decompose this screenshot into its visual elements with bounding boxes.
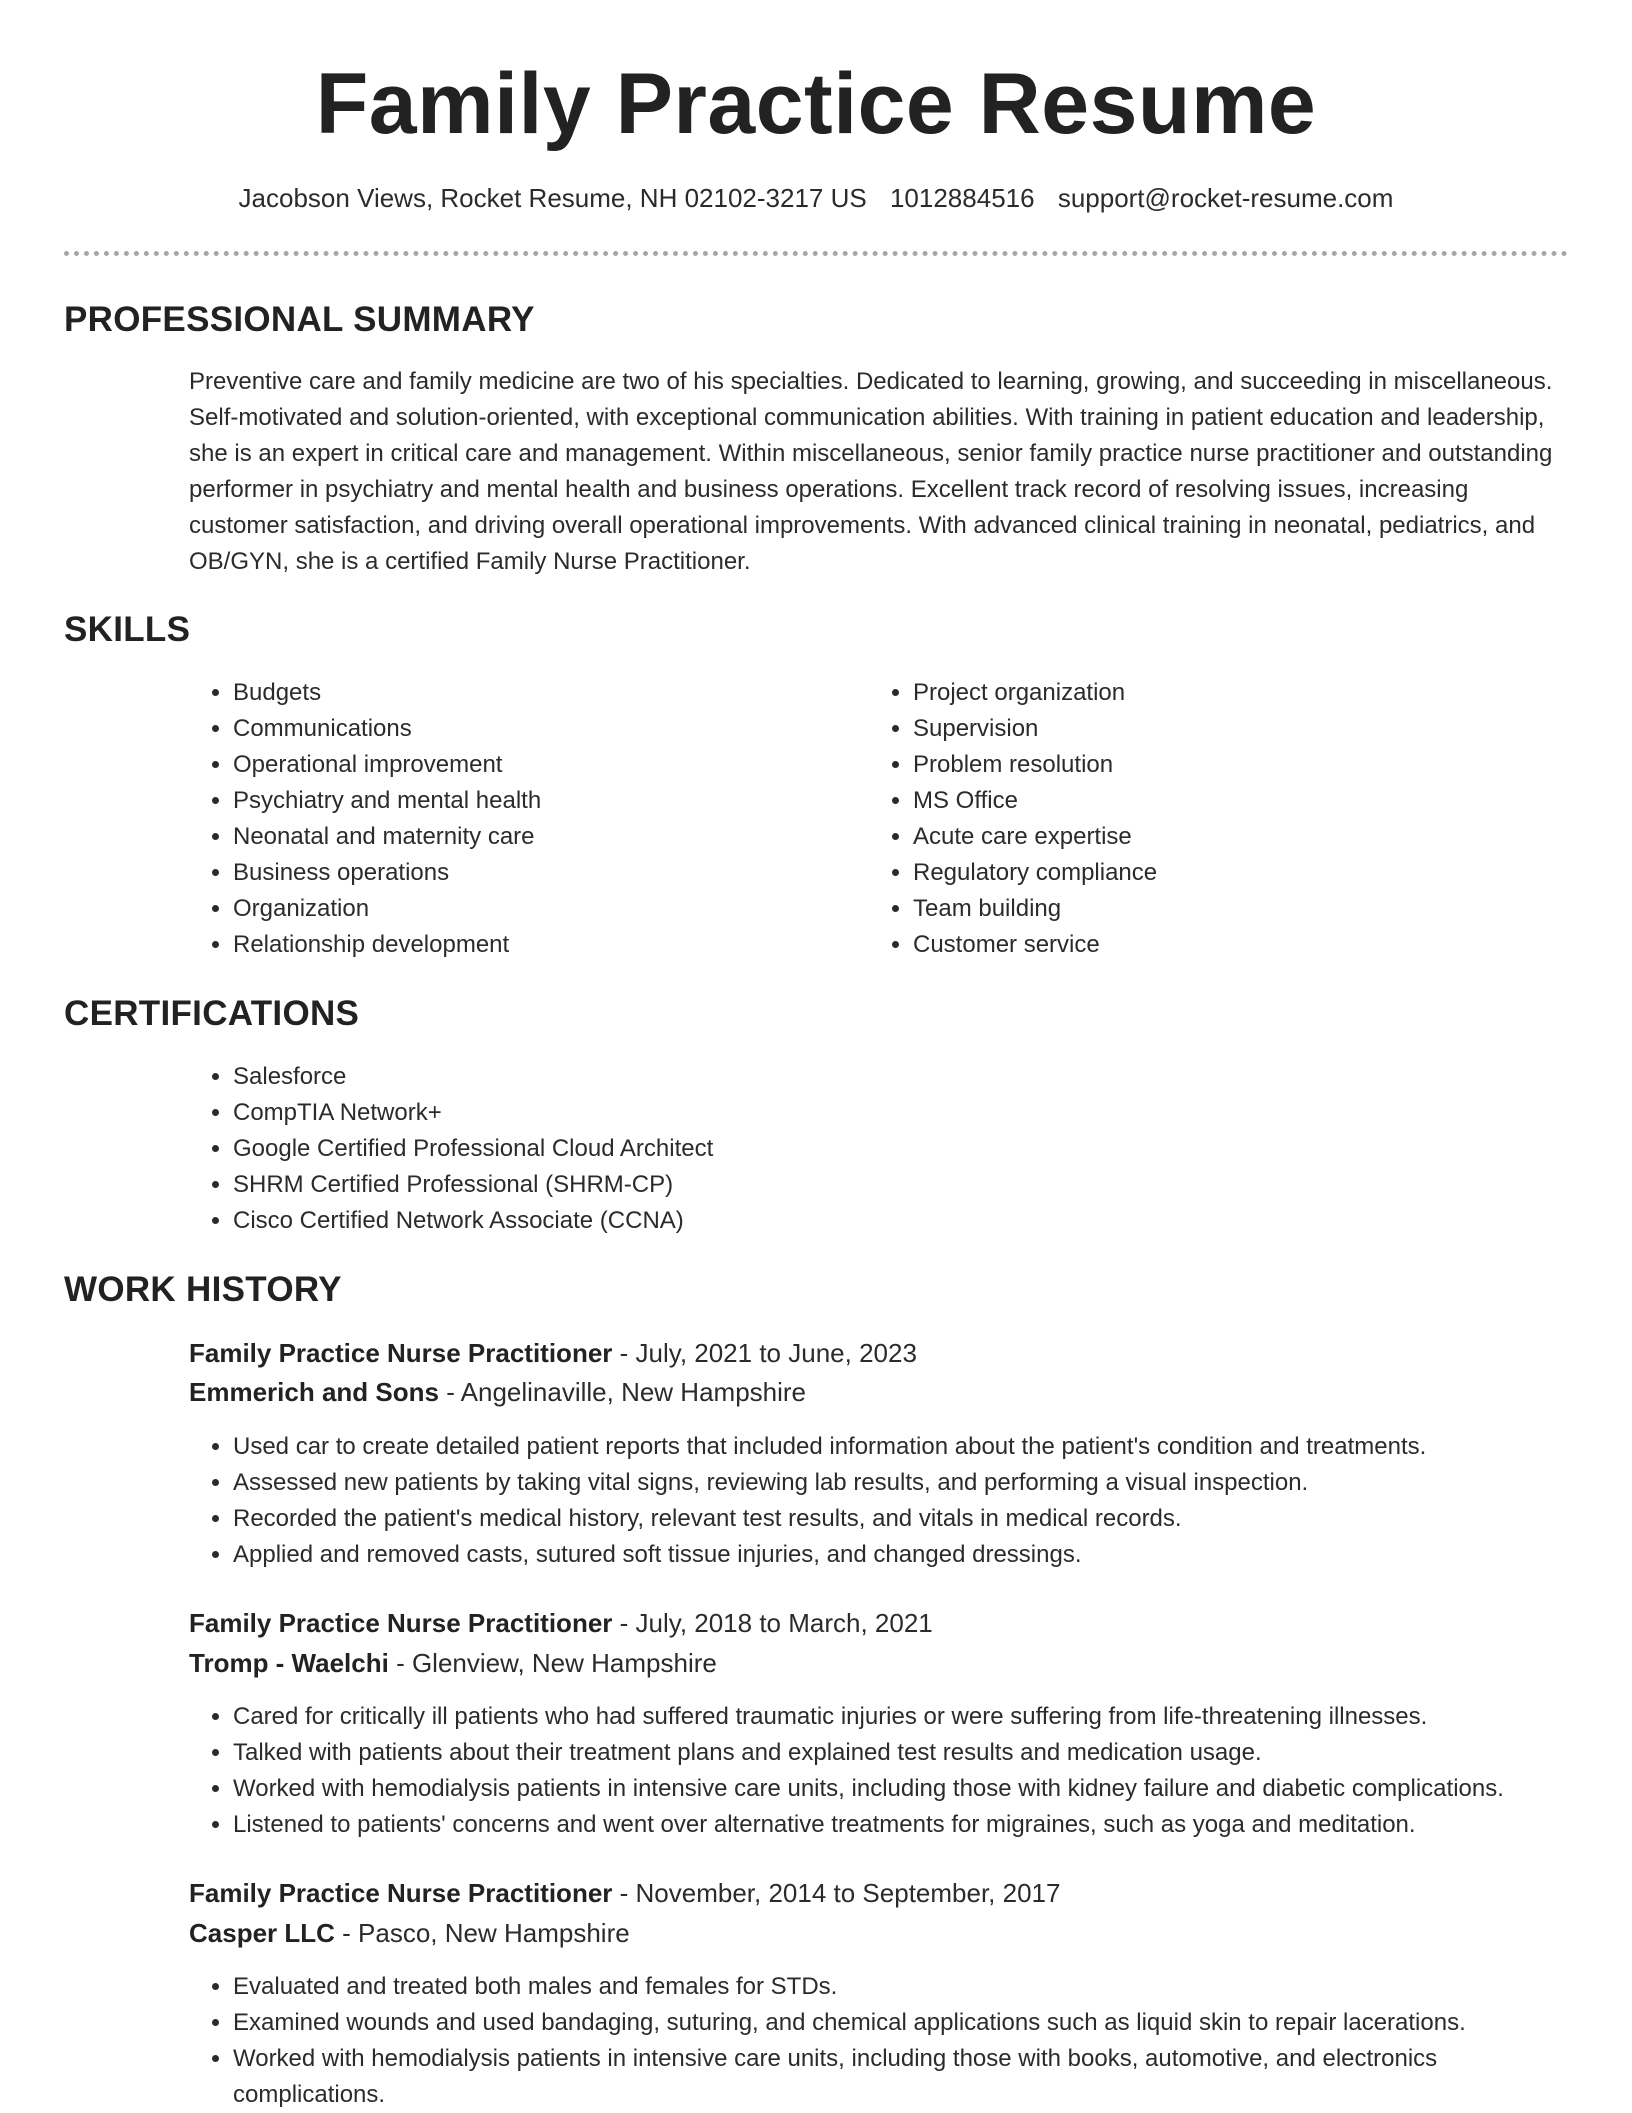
list-item: • Organization [233, 891, 833, 927]
job-title-line [189, 1334, 917, 1372]
list-item: • Cared for critically ill patients who had suffered traumatic injuries or were suffering from life-threatening illnesses. [233, 1699, 1632, 1735]
job-company: Tromp - Waelchi [189, 1648, 389, 1678]
job-bullets [189, 1969, 1573, 2113]
job-title: Family Practice Nurse Practitioner [189, 1878, 613, 1908]
job-bullets [189, 1699, 1632, 1843]
list-item: • Examined wounds and used bandaging, suturing, and chemical applications such as liquid skin to repair lacerations. [233, 2005, 1573, 2041]
resume-title: Family Practice Resume [315, 56, 1317, 152]
job-company: Casper LLC [189, 1918, 335, 1948]
list-item: • Worked with hemodialysis patients in intensive care units, including those with kidney failure and diabetic complications. [233, 1771, 1632, 1807]
job-company-line [189, 1373, 806, 1411]
job-location: - Pasco, New Hampshire [334, 1918, 630, 1948]
job-dates: - July, 2018 to March, 2021 [612, 1608, 933, 1638]
certifications-list [189, 1059, 1533, 1239]
list-item: • Applied and removed casts, sutured soft tissue injuries, and changed dressings. [233, 1537, 1623, 1573]
list-item: • Evaluated and treated both males and females for STDs. [233, 1969, 1573, 2005]
list-item: • Customer service [913, 927, 1513, 963]
list-item: • Listened to patients' concerns and went over alternative treatments for migraines, such as yoga and meditation. [233, 1807, 1632, 1843]
job-company-line [189, 1914, 630, 1952]
summary-heading: PROFESSIONAL SUMMARY [64, 300, 535, 339]
list-item: • Used car to create detailed patient reports that included information about the patient's condition and treatments. [233, 1429, 1623, 1465]
list-item: • Salesforce [233, 1059, 1533, 1095]
list-item: • Google Certified Professional Cloud Architect [233, 1131, 1533, 1167]
skills-list-left [189, 675, 833, 963]
job-location: - Angelinaville, New Hampshire [438, 1377, 807, 1407]
list-item: • Operational improvement [233, 747, 833, 783]
list-item: • Worked with hemodialysis patients in intensive care units, including those with books, automotive, and electronics complications. [233, 2041, 1573, 2113]
list-item: • Psychiatry and mental health [233, 783, 833, 819]
job-company-line [189, 1644, 717, 1682]
contact-line [0, 180, 1632, 216]
list-item: • Cisco Certified Network Associate (CCNA) [233, 1203, 1533, 1239]
job-company: Emmerich and Sons [189, 1377, 439, 1407]
list-item: • MS Office [913, 783, 1513, 819]
list-item: • Problem resolution [913, 747, 1513, 783]
list-item: • Recorded the patient's medical history, relevant test results, and vitals in medical records. [233, 1501, 1623, 1537]
list-item: • Budgets [233, 675, 833, 711]
list-item: • Project organization [913, 675, 1513, 711]
list-item: • Regulatory compliance [913, 855, 1513, 891]
list-item: • Communications [233, 711, 833, 747]
list-item: • Acute care expertise [913, 819, 1513, 855]
certifications-heading: CERTIFICATIONS [64, 994, 360, 1033]
contact-address: Jacobson Views, Rocket Resume, NH 02102-3217 US [238, 183, 867, 213]
skills-list-right [869, 675, 1513, 963]
header-divider [64, 251, 1568, 256]
list-item: • Talked with patients about their treatment plans and explained test results and medication usage. [233, 1735, 1632, 1771]
job-title: Family Practice Nurse Practitioner [189, 1338, 613, 1368]
job-title-line [189, 1874, 1060, 1912]
job-dates: - November, 2014 to September, 2017 [612, 1878, 1061, 1908]
summary-text: Preventive care and family medicine are two of his specialties. Dedicated to learning, growing, and succeeding in miscellaneous. Self-motivated and solution-oriented, with exceptional communication abilities. With training in patient education and leadership, she is an expert in critical care and management. Within miscellaneous, senior family practice nurse practitioner and outstanding performer in psychiatry and mental health and business operations. Excellent track record of resolving issues, increasing customer satisfaction, and driving overall operational improvements. With advanced clinical training in neonatal, pediatrics, and OB/GYN, she is a certified Family Nurse Practitioner. [189, 368, 1553, 575]
list-item: • Relationship development [233, 927, 833, 963]
list-item: • Business operations [233, 855, 833, 891]
list-item: • SHRM Certified Professional (SHRM-CP) [233, 1167, 1533, 1203]
skills-heading: SKILLS [64, 610, 191, 649]
job-title-line [189, 1604, 933, 1642]
list-item: • Team building [913, 891, 1513, 927]
contact-phone: 1012884516 [889, 183, 1035, 213]
job-title: Family Practice Nurse Practitioner [189, 1608, 613, 1638]
list-item: • Assessed new patients by taking vital signs, reviewing lab results, and performing a visual inspection. [233, 1465, 1623, 1501]
job-location: - Glenview, New Hampshire [388, 1648, 717, 1678]
contact-email: support@rocket-resume.com [1057, 183, 1394, 213]
list-item: • Neonatal and maternity care [233, 819, 833, 855]
job-dates: - July, 2021 to June, 2023 [612, 1338, 917, 1368]
list-item: • CompTIA Network+ [233, 1095, 1533, 1131]
job-bullets [189, 1429, 1623, 1573]
list-item: • Supervision [913, 711, 1513, 747]
work-history-heading: WORK HISTORY [64, 1270, 342, 1309]
